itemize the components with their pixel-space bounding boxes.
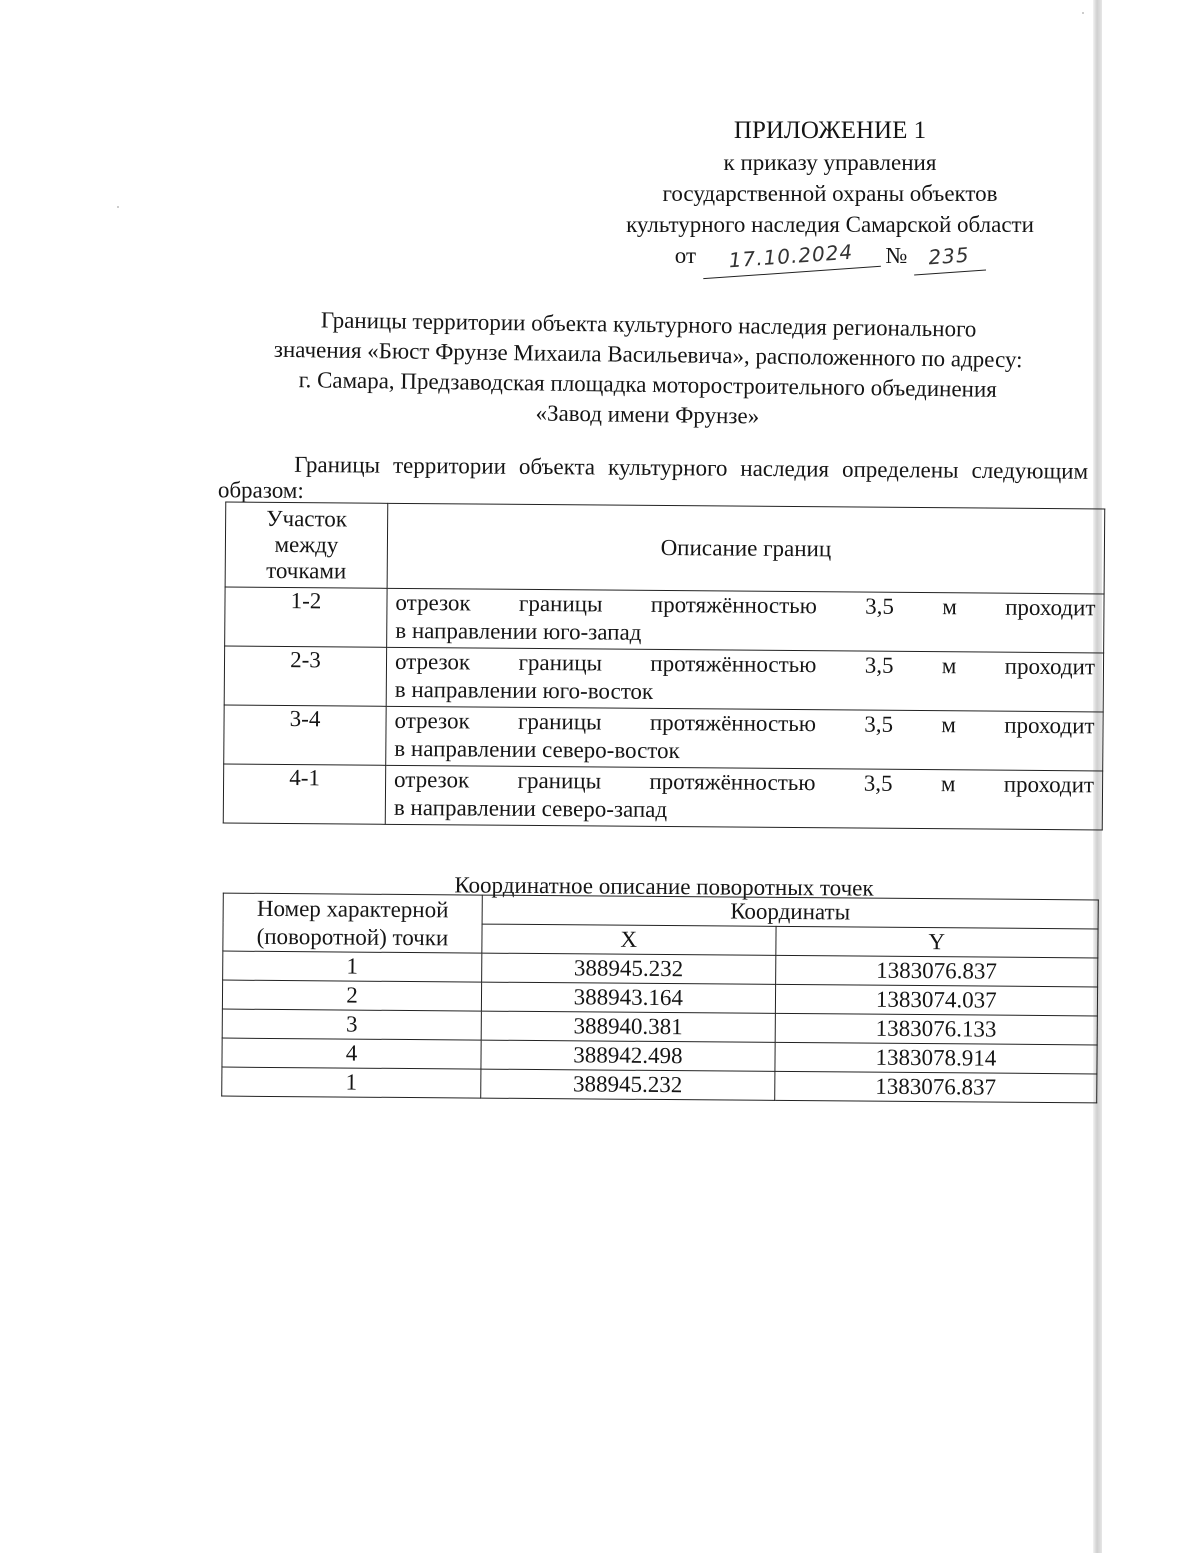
x-cell: 388945.232: [481, 1069, 775, 1100]
number-prefix: №: [885, 243, 908, 268]
description-cell: [386, 706, 1103, 771]
order-date: 17.10.2024: [701, 235, 881, 279]
desc-word: отрезок: [394, 648, 471, 675]
title-line-2: значения «Бюст Фрунзе Михаила Васильевича», расположенного по адресу:: [273, 336, 1023, 373]
y-cell: 1383076.837: [774, 1071, 1097, 1103]
appendix-line-1: к приказу управления: [723, 150, 937, 175]
y-header: Y: [776, 926, 1099, 958]
boundaries-table: [223, 502, 1106, 831]
x-cell: 388942.498: [481, 1040, 775, 1071]
segment-cell: 1-2: [225, 587, 387, 647]
desc-word: м: [941, 712, 957, 738]
desc-word: протяжённостью: [649, 768, 816, 796]
coords-header-row: [223, 893, 1098, 929]
title-line-4: «Завод имени Фрунзе»: [535, 400, 760, 429]
point-number-header: Номер характерной (поворотной) точки: [223, 893, 482, 953]
coordinates-table: [221, 893, 1099, 1104]
desc-word: м: [941, 653, 957, 679]
desc-word: отрезок: [395, 589, 471, 616]
x-cell: 388945.232: [482, 953, 776, 984]
order-number: 235: [912, 239, 986, 276]
y-cell: 1383078.914: [775, 1042, 1098, 1074]
intro-paragraph: Границы территории объекта культурного наследия определены следующим образом:: [217, 451, 1089, 503]
scan-speck: [1082, 12, 1084, 14]
desc-word: протяжённостью: [650, 591, 817, 619]
segment-cell: 2-3: [224, 646, 386, 706]
y-cell: 1383076.133: [775, 1013, 1098, 1045]
description-line-2: в направлении северо-восток: [394, 735, 680, 764]
desc-word: проходит: [1003, 771, 1095, 798]
desc-word: границы: [518, 590, 603, 617]
desc-word: проходит: [1004, 712, 1095, 739]
description-line-2: в направлении юго-восток: [394, 676, 654, 704]
point-cell: 3: [222, 1009, 481, 1040]
y-cell: 1383076.837: [775, 955, 1098, 987]
point-cell: 1: [222, 1067, 481, 1098]
desc-word: границы: [517, 708, 602, 735]
x-cell: 388940.381: [481, 1011, 775, 1042]
date-prefix: от: [674, 243, 697, 268]
x-header: X: [482, 924, 776, 955]
description-line-2: в направлении северо-запад: [393, 794, 668, 823]
description-cell: [386, 647, 1103, 712]
segment-cell: 3-4: [224, 705, 386, 765]
desc-word: проходит: [1004, 653, 1096, 680]
appendix-line-3: культурного наследия Самарской области: [626, 212, 1034, 237]
desc-word: отрезок: [394, 707, 470, 734]
table-row: [222, 1067, 1097, 1103]
table-row: [225, 587, 1104, 653]
description-header: Описание границ: [387, 503, 1105, 594]
desc-word: отрезок: [394, 766, 470, 793]
segment-header: Участок между точками: [225, 502, 388, 588]
appendix-title: ПРИЛОЖЕНИЕ 1: [733, 117, 927, 144]
appendix-line-2: государственной охраны объектов: [662, 181, 998, 206]
coordinates-header: Координаты: [482, 895, 1098, 929]
desc-word: 3,5: [864, 711, 894, 737]
x-cell: 388943.164: [481, 982, 775, 1013]
desc-word: границы: [518, 649, 603, 676]
desc-word: 3,5: [865, 593, 895, 619]
point-cell: 4: [222, 1038, 481, 1069]
desc-word: проходит: [1005, 594, 1096, 621]
table-row: [224, 646, 1103, 712]
description-cell: [387, 588, 1104, 653]
desc-word: м: [940, 771, 956, 797]
desc-word: границы: [517, 767, 602, 794]
appendix-header: [560, 114, 1100, 273]
document-title: [227, 304, 1069, 436]
scan-speck: [117, 206, 119, 208]
y-cell: 1383074.037: [775, 984, 1098, 1016]
point-cell: 2: [222, 980, 481, 1011]
coordinates-caption: Координатное описание поворотных точек: [454, 872, 874, 901]
boundaries-header-row: [225, 502, 1105, 594]
title-line-3: г. Самара, Предзаводская площадка моторостроительного объединения: [298, 367, 998, 402]
description-cell: [385, 765, 1102, 830]
table-row: [223, 764, 1102, 830]
description-line-2: в направлении юго-запад: [395, 617, 642, 645]
desc-word: протяжённостью: [649, 709, 817, 737]
desc-word: м: [942, 594, 957, 620]
title-line-1: Границы территории объекта культурного наследия регионального: [320, 307, 977, 342]
point-cell: 1: [223, 951, 482, 982]
desc-word: 3,5: [864, 652, 894, 678]
desc-word: протяжённостью: [650, 650, 817, 678]
segment-cell: 4-1: [223, 764, 385, 824]
order-date-line: [560, 240, 1100, 273]
desc-word: 3,5: [863, 770, 893, 796]
table-row: [224, 705, 1103, 771]
